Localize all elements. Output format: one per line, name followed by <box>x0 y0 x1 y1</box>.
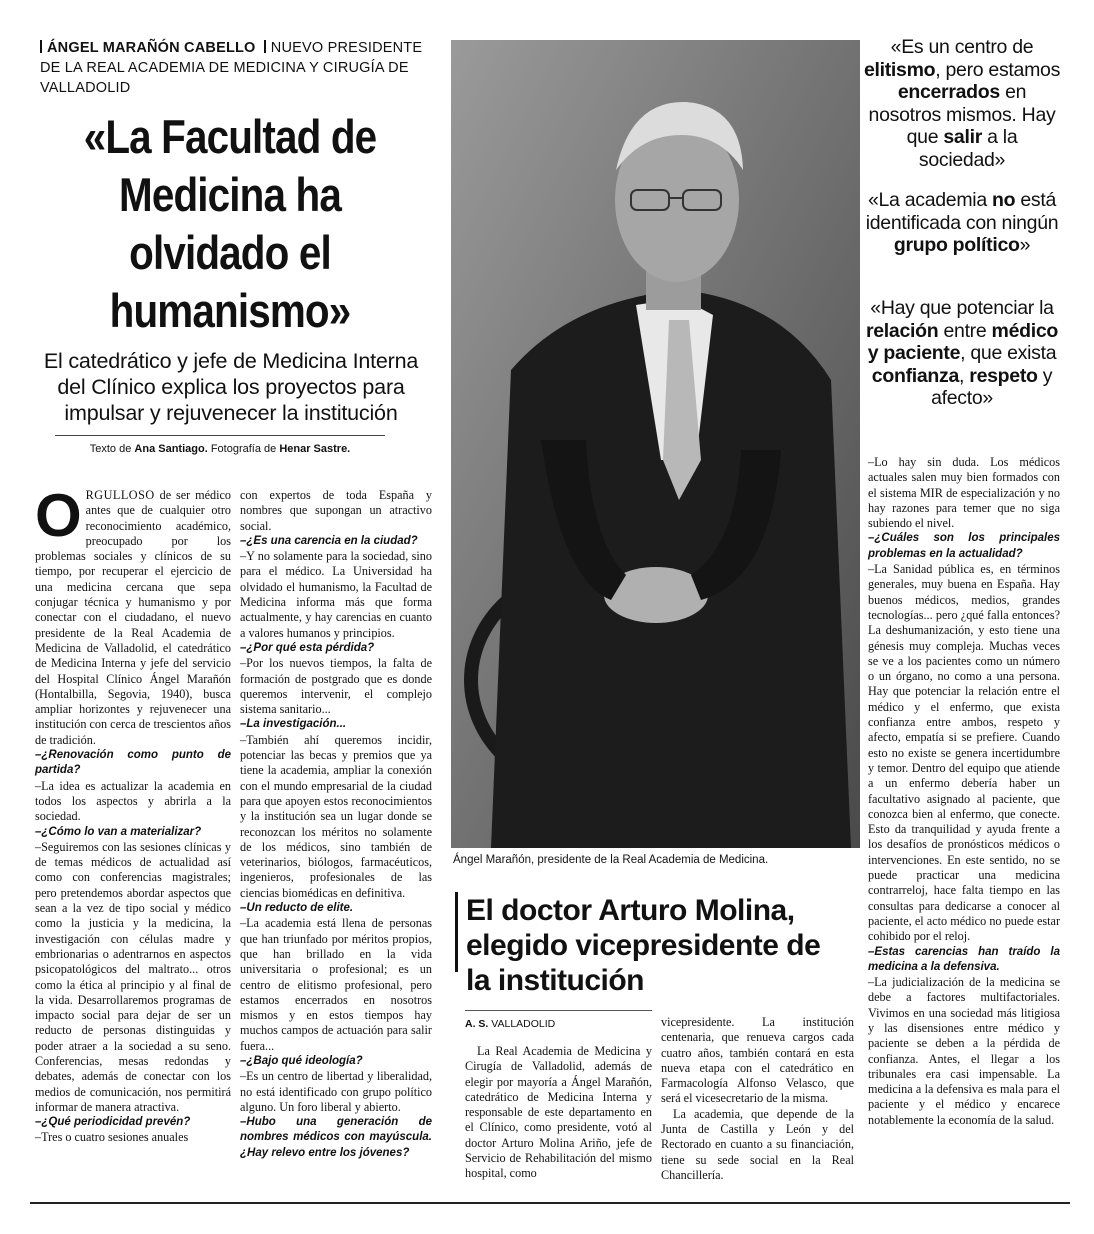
interview-answer: –La judicialización de la medicina se debe a factores multifactoriales. Vivimos en una sociedad más litigiosa y las disensiones entre médico y paciente se deben a la pérdida de confianza. Antes, el llegar a los tribunales era casi impensable. La medicina a la defensiva es mala para el paciente y el médico y encarece notablemente la economía de la salud. <box>868 975 1060 1127</box>
pull-quote: «Es un centro de elitismo, pero estamos encerrados en nosotros mismos. Hay que salir a la sociedad» <box>863 36 1061 171</box>
interview-answer: –Tres o cuatro sesiones anuales <box>35 1130 189 1145</box>
kicker-name: ÁNGEL MARAÑÓN CABELLO <box>47 40 256 56</box>
side-story-divider <box>465 1010 652 1011</box>
interview-answer: –La idea es actualizar la academia en todos los aspectos y abrirla a la sociedad. <box>35 778 231 824</box>
lead-paragraph <box>35 482 231 748</box>
side-story-column-1 <box>465 1044 652 1182</box>
page-title: «La Facultad de Medicina ha olvidado el humanismo» <box>83 110 377 337</box>
interview-question: –¿Qué periodicidad prevén? <box>35 1116 191 1129</box>
interview-answer: con expertos de toda España y nombres que supongan un atractivo social. <box>240 488 432 533</box>
interview-question: –Hubo una generación de nombres médicos con mayúscula. ¿Hay relevo entre los jóvenes? <box>240 1116 432 1159</box>
lead-text: de ser médico antes que de cualquier otro reconocimiento académico, preocupado por los problemas sociales y clínicos de su tiempo, por recuperar el ejercicio de una medicina cercana que sepa conjugar técnica y humanismo y por conectar con el ciudadano, el nuevo presidente de la Real Academia de Medicina de Valladolid, el catedrático de Medicina Interna y jefe del servicio del Hospital Clínico Ángel Marañón (Hontalbilla, Segovia, 1940), busca ampliar horizontes y rejuvenecer una institución con cerca de trescientos años de tradición. <box>35 488 231 747</box>
interview-answer: –Por los nuevos tiempos, la falta de formación de postgrado que es donde queremos intervenir, el complejo sistema sanitario... <box>240 656 432 717</box>
byline-author: Ana Santiago. <box>134 443 208 455</box>
interview-question: –¿Cómo lo van a materializar? <box>35 825 202 838</box>
pull-quote: «Hay que potenciar la relación entre médico y paciente, que exista confianza, respeto y afecto» <box>865 297 1059 409</box>
side-story-paragraph: La Real Academia de Medicina y Cirugía de Valladolid, además de elegir por mayoría a Ángel Marañón, catedrático de Medicina Interna y responsable de este departamento en el Clínico, como presidente, votó al doctor Arturo Molina Ariño, jefe de Servicio de Rehabilitación del mismo hospital, como <box>465 1044 652 1181</box>
side-story-column-2 <box>661 1015 854 1183</box>
interview-question: –¿Por qué esta pérdida? <box>240 641 375 654</box>
interview-answer: –Seguiremos con las sesiones clínicas y de temas médicos de actualidad así como con conferencias magistrales; pero pretendemos abordar aspectos que sean a la vez de tipo social y médico como la justicia y la medicina, la investigación con células madre y embrionarias o adentrarnos en aspectos psicopatológicos del maltrato... otros como la ética al principio y al final de la vida. Desarrollaremos programas de impacto social para dejar de ser un reducto de personas distinguidas y poder atraer a la sociedad a su seno. Conferencias, mesas redondas y debates, además de conectar con los medios de comunicación, nos permitirá informar de manera atractiva. <box>35 839 231 1114</box>
lead-caps: RGULLOSO <box>85 488 155 502</box>
kicker-role: NUEVO PRESIDENTE DE LA REAL ACADEMIA DE MEDICINA Y CIRUGÍA DE VALLADOLID <box>40 40 423 96</box>
body-column-3 <box>868 455 1060 1128</box>
interview-question: –¿Cuáles son los principales problemas en la actualidad? <box>868 532 1060 560</box>
interview-question: –La investigación... <box>240 718 347 731</box>
interview-question: –¿Es una carencia en la ciudad? <box>240 534 418 547</box>
interview-answer: –La Sanidad pública es, en términos generales, muy buena en España. Hay buenos médicos, medios, grandes tecnologías... pero ¿qué falla entonces? La deshumanización, y esto tiene una génesis muy compleja. Muchas veces se ve a los pacientes como un número o un órgano, no como a una persona. Hay que potenciar la relación entre el médico y el enfermo, que exista confianza entre ambos, respeto y afecto, empatía si se prefiere. Cuando esto no existe se genera incertidumbre y temor. Dentro del equipo que atiende a un enfermo debería haber un facultativo asignado al paciente, que conozca bien al enfermo, que conecte. Esto da tranquilidad y ayuda frente a los desafíos de pronósticos médicos o intervenciones. En este sentido, no se puede practicar una medicina contrarreloj, hace falta tiempo en las consultas para dedicarse a conocer al paciente, el acto médico no puede estar cohibido por el reloj. <box>868 562 1060 944</box>
interview-question: –¿Renovación como punto de partida? <box>35 749 231 777</box>
interview-answer: –La academia está llena de personas que han triunfado por méritos propios, que han brillado en la vida universitaria o profesional; es un centro de elitismo profesional, pero estamos encerrados en nosotros mismos y en estos tiempos hay muchos campos de actuación para salir fuera... <box>240 916 432 1053</box>
kicker-divider <box>40 40 42 53</box>
kicker-divider <box>264 40 266 53</box>
side-author-initials: A. S. <box>465 1018 489 1030</box>
interview-answer: –Y no solamente para la sociedad, sino para el médico. La Universidad ha olvidado el humanismo, la Facultad de Medicina informa más que forma actualmente, y hay carencias en cuanto a valores humanos y principios. <box>240 549 432 640</box>
portrait-photo <box>451 40 860 848</box>
pull-quote: «La academia no está identificada con ningún grupo político» <box>865 189 1059 256</box>
interview-question: –Estas carencias han traído la medicina a la defensiva. <box>868 945 1060 973</box>
byline-photographer: Henar Sastre. <box>279 443 351 455</box>
photo-caption: Ángel Marañón, presidente de la Real Academia de Medicina. <box>453 854 769 866</box>
byline-photo-prefix: Fotografía de <box>210 443 277 455</box>
interview-answer: –Lo hay sin duda. Los médicos actuales salen muy bien formados con el sistema MIR de especialización y no hay razones para temer que no siga subiendo el nivel. <box>868 455 1060 531</box>
side-story-byline <box>465 1018 555 1030</box>
body-column-2 <box>240 488 432 1161</box>
side-story-accent <box>455 892 458 972</box>
drop-cap: O <box>35 482 82 549</box>
byline-divider <box>55 435 385 436</box>
subheadline: El catedrático y jefe de Medicina Interna del Clínico explica los proyectos para impulsar y rejuvenecer la institución <box>43 349 419 425</box>
page-bottom-rule <box>30 1202 1070 1204</box>
interview-question: –Un reducto de elite. <box>240 902 354 915</box>
side-story-paragraph: La academia, que depende de la Junta de Castilla y León y del Rectorado en cuanto a su financiación, tiene su sede social en la Real Chancillería. <box>661 1106 854 1182</box>
side-author-place: VALLADOLID <box>491 1018 556 1030</box>
side-story-headline: El doctor Arturo Molina, elegido vicepresidente de la institución <box>466 894 821 997</box>
portrait-illustration <box>451 40 860 848</box>
interview-answer: –También ahí queremos incidir, potenciar las becas y premios que ya tiene la academia, ampliar la conexión con el mundo empresarial de la ciudad para que apoyen estos reconocimientos y la institución sea un lugar donde se reconozcan los méritos no solamente de los médicos, sino también de veterinarios, biólogos, farmacéuticos, ingenieros, profesionales de las ciencias biomédicas en definitiva. <box>240 732 432 900</box>
section-kicker <box>40 38 440 98</box>
body-column-1 <box>35 482 231 1146</box>
side-story-paragraph: vicepresidente. La institución centenaria, que renueva cargos cada cuatro años, también contará en esta nueva etapa con el catedrático en Farmacología Alfonso Velasco, que será el vicesecretario de la misma. <box>661 1015 854 1106</box>
interview-answer: –Es un centro de libertad y liberalidad, no está identificado con grupo político alguno. Un foro liberal y abierto. <box>240 1069 432 1114</box>
byline <box>55 443 385 455</box>
byline-prefix: Texto de <box>89 443 132 455</box>
interview-question: –¿Bajo qué ideología? <box>240 1054 363 1067</box>
